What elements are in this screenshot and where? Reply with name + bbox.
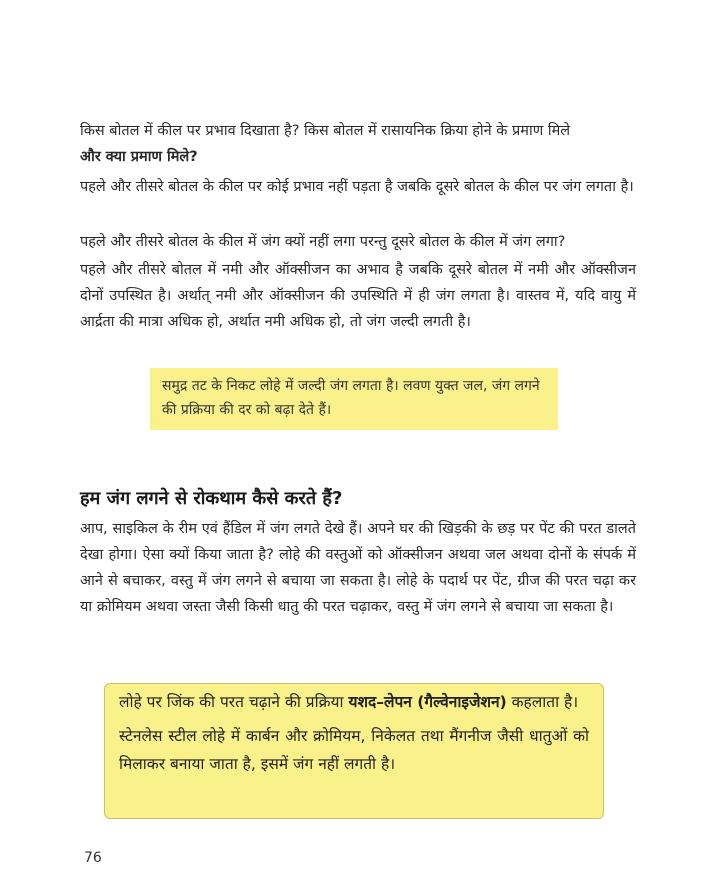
- question-1-line-1: किस बोतल में कील पर प्रभाव दिखाता है? किस बोतल में रासायनिक क्रिया होने के प्रमाण मिले: [80, 123, 571, 139]
- stainless-steel-text: स्टेनलेस स्टील लोहे में कार्बन और क्रोमियम, निकेलत तथा मैंगनीज जैसी धातुओं को मिलाकर बनाया जाता है, इसमें जंग नहीं लगती है।: [119, 727, 589, 773]
- rust-prevention-paragraph: आप, साइकिल के रीम एवं हैंडिल में जंग लगते देखे हैं। अपने घर की खिड़की के छड़ पर पेंट की परत डालते देखा होगा। ऐसा क्यों किया जाता है? लोहे की वस्तुओं को ऑक्सीजन अथवा जल अथवा दोनों के संपर्क में आने से बचाकर, वस्तु में जंग लगने से बचाया जा सकता है। लोहे के पदार्थ पर पेंट, ग्रीज की परत चढ़ा कर या क्रोमियम अथवा जस्ता जैसी किसी धातु की परत चढ़ाकर, वस्तु में जंग लगने से बचाया जा सकता है।: [80, 521, 636, 615]
- answer-2: पहले और तीसरे बोतल में नमी और ऑक्सीजन का अभाव है जबकि दूसरे बोतल में नमी और ऑक्सीजन दोनों उपस्थित है। अर्थात् नमी और ऑक्सीजन की उपस्थिति में ही जंग लगता है। वास्तव में, यदि वायु में आर्द्रता की मात्रा अधिक हो, अर्थात नमी अधिक हो, तो जंग जल्दी लगती है।: [80, 262, 636, 330]
- galvanization-text-end: कहलाता है।: [506, 693, 579, 711]
- galvanization-text: [119, 688, 589, 716]
- question-1: [80, 118, 636, 170]
- galvanization-term: यशद–लेपन (गैल्वेनाइजेशन): [348, 693, 507, 711]
- question-1-line-2: और क्या प्रमाण मिले?: [80, 149, 198, 165]
- question-2: पहले और तीसरे बोतल के कील में जंग क्यों नहीं लगा परन्तु दूसरे बोतल के कील में जंग लगा?: [80, 234, 566, 250]
- highlight-note-galvanization: [104, 683, 604, 819]
- galvanization-text-start: लोहे पर जिंक की परत चढ़ाने की प्रक्रिया: [119, 693, 349, 711]
- section-heading: हम जंग लगने से रोकथाम कैसे करते हैं?: [80, 488, 343, 509]
- highlight-note-coastal-rust: समुद्र तट के निकट लोहे में जल्दी जंग लगता है। लवण युक्त जल, जंग लगने की प्रक्रिया की दर को बढ़ा देते हैं।: [150, 368, 558, 430]
- answer-1: पहले और तीसरे बोतल के कील पर कोई प्रभाव नहीं पड़ता है जबकि दूसरे बोतल के कील पर जंग लगता है।: [80, 179, 634, 195]
- page-number: 76: [84, 850, 102, 866]
